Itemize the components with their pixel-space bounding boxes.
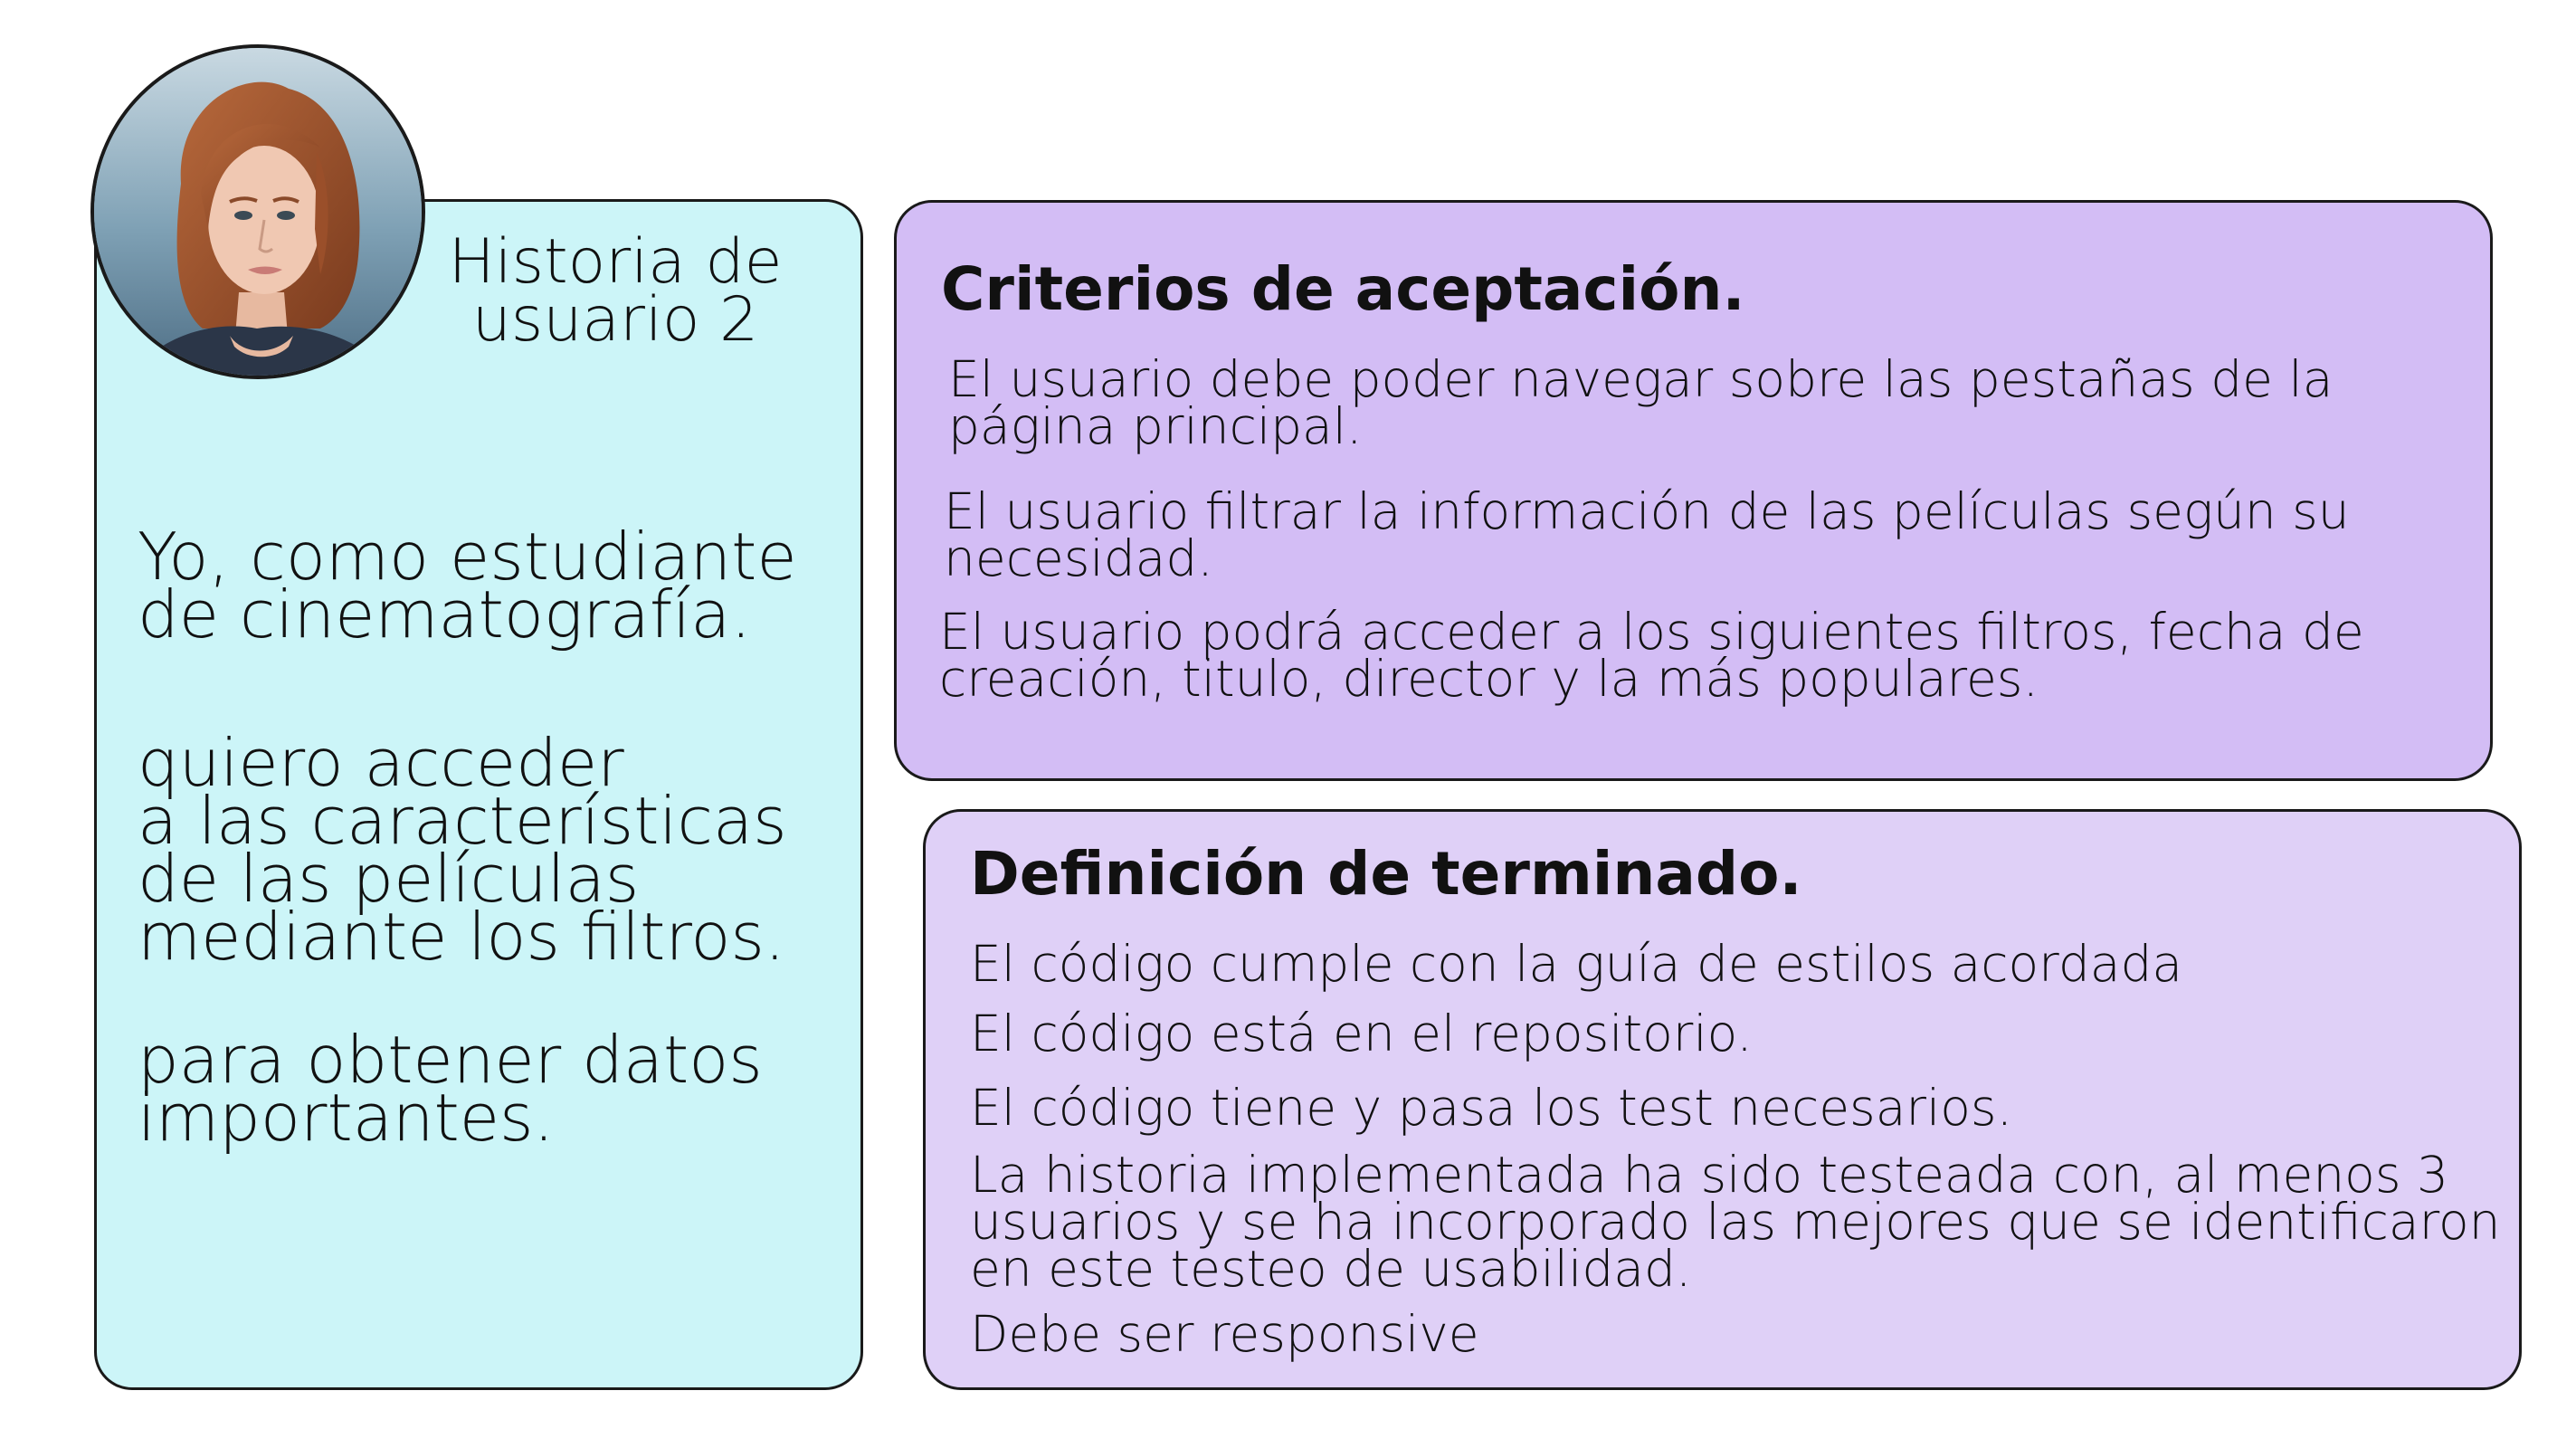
story-want <box>138 725 843 975</box>
story-role-line: de cinematografía. <box>138 576 752 653</box>
done-item-line: El código tiene y pasa los test necesarios. <box>970 1079 2013 1137</box>
done-heading: Definición de terminado. <box>970 839 1802 909</box>
story-title-line: Historia de <box>448 226 783 298</box>
acceptance-item-line: El usuario filtrar la información de las películas según su <box>944 482 2350 540</box>
done-item-line: Debe ser responsive <box>970 1305 1479 1363</box>
done-item <box>970 1005 1753 1062</box>
acceptance-item-line: página principal. <box>948 397 1363 455</box>
done-item <box>970 1146 2501 1298</box>
avatar-photo <box>94 48 422 376</box>
done-item-line: en este testeo de usabilidad. <box>970 1240 1692 1298</box>
acceptance-item-line: El usuario podrá acceder a los siguientes filtros, fecha de <box>939 603 2364 661</box>
acceptance-item-line: El usuario debe poder navegar sobre las pestañas de la <box>948 350 2334 408</box>
done-item <box>970 935 2183 993</box>
acceptance-heading: Criterios de aceptación. <box>941 254 1745 324</box>
story-want-line: a las características <box>138 783 787 859</box>
acceptance-item-line: necesidad. <box>944 529 1213 587</box>
done-item-line: usuarios y se ha incorporado las mejores que se identificaron <box>970 1193 2501 1251</box>
story-role-line: Yo, como estudiante <box>138 519 797 595</box>
done-item-line: La historia implementada ha sido testeada con, al menos 3 <box>970 1146 2448 1204</box>
user-avatar <box>90 44 425 379</box>
done-item-line: El código está en el repositorio. <box>970 1005 1753 1062</box>
done-item-line: El código cumple con la guía de estilos acordada <box>970 935 2183 993</box>
story-role <box>138 519 843 653</box>
story-benefit <box>138 1022 843 1156</box>
done-item <box>970 1305 1479 1363</box>
acceptance-item <box>944 482 2350 587</box>
story-title-line: usuario 2 <box>471 284 759 356</box>
story-benefit-line: para obtener datos <box>138 1022 763 1098</box>
story-benefit-line: importantes. <box>138 1080 555 1156</box>
acceptance-item-line: creación, titulo, director y la más populares. <box>939 650 2039 708</box>
acceptance-item <box>948 350 2334 455</box>
story-want-line: de las películas <box>138 841 640 917</box>
story-want-line: mediante los filtros. <box>138 899 785 975</box>
acceptance-item <box>939 603 2364 708</box>
done-item <box>970 1079 2013 1137</box>
story-title <box>425 226 805 356</box>
story-want-line: quiero acceder <box>138 725 624 801</box>
